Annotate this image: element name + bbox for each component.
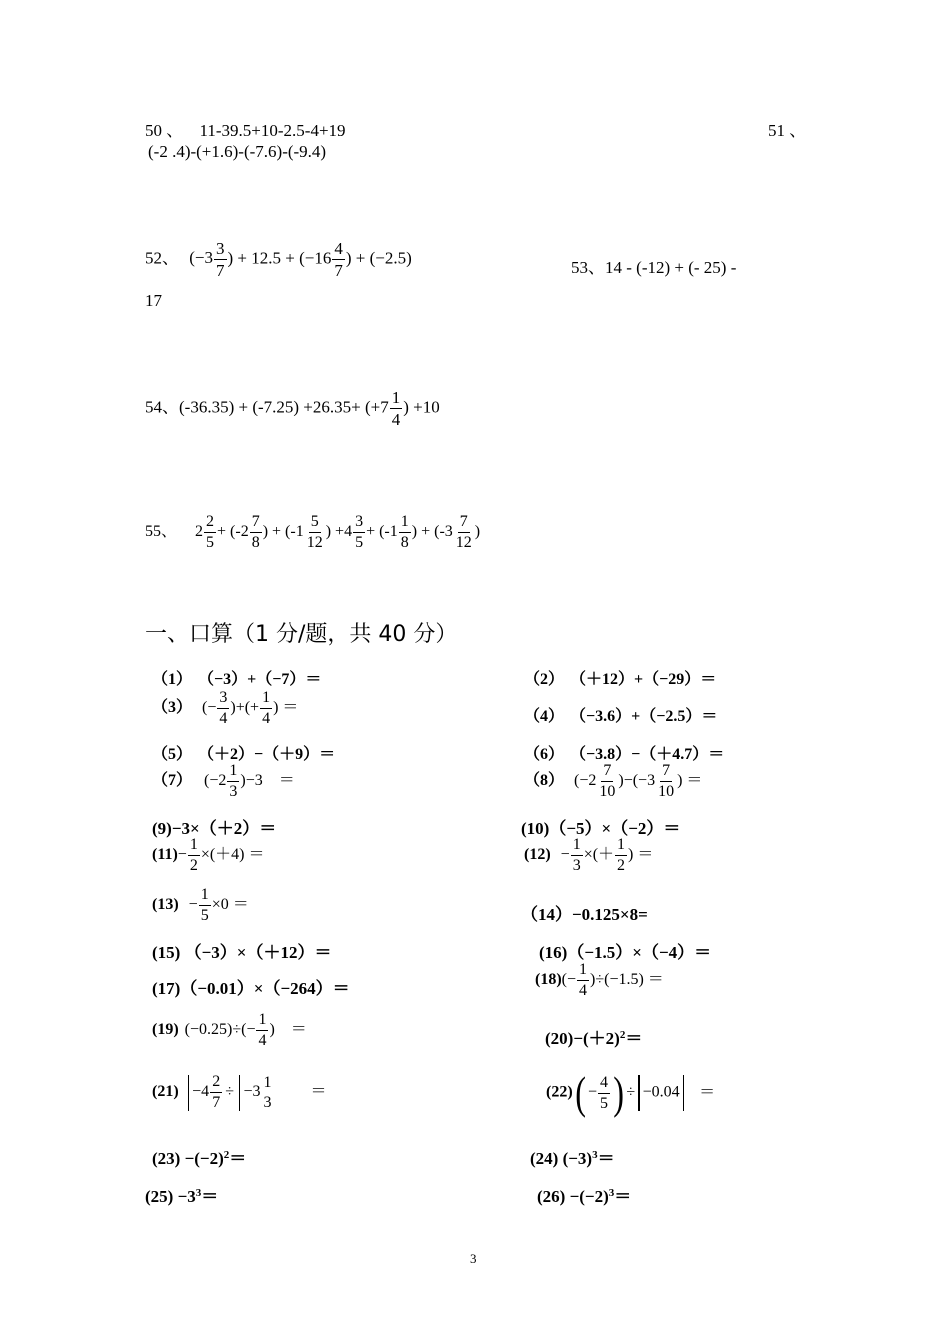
- exponent: 3: [195, 1187, 202, 1199]
- fraction: [250, 514, 262, 551]
- divide-sign: ÷: [626, 1083, 636, 1101]
- item-23: [152, 1144, 246, 1169]
- item-expression: （−3.6）+（−2.5）＝: [578, 708, 718, 725]
- item-expression: （＋12）+（−29）＝: [578, 671, 717, 688]
- item-part: −: [587, 1083, 598, 1101]
- denominator: 5: [200, 907, 209, 924]
- numerator: 1: [577, 962, 589, 981]
- numerator: 2: [210, 1074, 222, 1093]
- problem-53: [571, 253, 736, 278]
- item-label: （5）: [152, 746, 193, 763]
- problem-54-label: 54、: [145, 397, 179, 417]
- item-11: [152, 837, 265, 874]
- denominator: 3: [263, 1093, 272, 1111]
- numerator: 1: [263, 1073, 272, 1091]
- item-label: （2）: [524, 671, 565, 688]
- abs-bar-left: [239, 1075, 241, 1111]
- fraction: [260, 690, 272, 727]
- numerator: 4: [598, 1075, 610, 1094]
- item-9: (9)−3×（＋2）＝: [152, 819, 277, 838]
- item-10: (10)（−5）×（−2）＝: [521, 819, 681, 838]
- fraction: [262, 1075, 274, 1111]
- problem-51-label: 51 、: [768, 121, 807, 140]
- numerator: 7: [601, 763, 613, 782]
- problem-52-part-b: ) + 12.5 + (−16: [227, 248, 332, 268]
- denominator: 4: [258, 1032, 267, 1049]
- item-base: (23) −(−2): [152, 1149, 224, 1168]
- fraction: [199, 887, 211, 924]
- item-label: （7）: [152, 772, 193, 790]
- segment: ) + (-3: [411, 523, 453, 541]
- denominator: 3: [229, 783, 238, 800]
- problem-51-expression: (-2 .4)-(+1.6)-(-7.6)-(-9.4): [148, 142, 327, 161]
- denominator: 4: [262, 710, 271, 727]
- denominator: 4: [219, 710, 228, 727]
- item-part: )−3 ＝: [240, 772, 295, 790]
- numerator: 1: [199, 887, 211, 906]
- fraction: [188, 837, 200, 874]
- item-8: [524, 763, 702, 800]
- segment: ): [474, 523, 481, 541]
- problem-53-expression: 14 - (-12) + (- 25) -: [605, 258, 737, 277]
- item-part: ×(＋4) ＝: [200, 846, 265, 864]
- segment: ) + (-1: [262, 523, 304, 541]
- abs-bar-right: [683, 1075, 685, 1111]
- item-17: (17)（−0.01）×（−264）＝: [152, 979, 350, 998]
- numerator: 1: [188, 837, 200, 856]
- item-label: （8）: [524, 772, 565, 790]
- item-label: （4）: [524, 708, 565, 725]
- fraction: [214, 240, 227, 279]
- numerator: 5: [309, 514, 321, 533]
- denominator: 10: [599, 783, 616, 800]
- fraction: [454, 514, 474, 551]
- item-base: (25) −3: [145, 1187, 196, 1206]
- exponent: 3: [608, 1187, 615, 1199]
- fraction: [598, 1075, 610, 1112]
- numerator: 1: [615, 837, 627, 856]
- denominator: 12: [455, 534, 472, 551]
- numerator: 7: [458, 514, 470, 533]
- item-22: [546, 1067, 716, 1118]
- item-tail: ＝: [699, 1083, 716, 1101]
- item-25: [145, 1182, 218, 1207]
- item-expression: （−3）+（−7）＝: [206, 671, 322, 688]
- item-label: (19): [152, 1021, 179, 1039]
- denominator: 3: [572, 857, 581, 874]
- item-label: （6）: [524, 746, 565, 763]
- denominator: 8: [251, 534, 260, 551]
- item-label: (22): [546, 1083, 573, 1101]
- item-tail: ＝: [614, 1187, 632, 1206]
- fraction: [571, 837, 583, 874]
- fraction: [353, 514, 365, 551]
- numerator: 1: [391, 388, 401, 407]
- fraction: [227, 763, 239, 800]
- fraction: [210, 1074, 222, 1111]
- item-part: −3: [243, 1083, 261, 1101]
- exponent: 3: [592, 1149, 598, 1161]
- fraction: [656, 763, 676, 800]
- item-part: ×(＋: [583, 846, 615, 864]
- item-label: （3）: [152, 699, 193, 717]
- item-15: (15) （−3）×（＋12）＝: [152, 943, 332, 962]
- item-label: (13): [152, 896, 179, 914]
- item-12: [524, 837, 653, 874]
- item-tail: ＝: [310, 1083, 327, 1101]
- item-7: [152, 763, 295, 800]
- item-part: ) ＝: [273, 699, 299, 717]
- denominator: 7: [216, 261, 225, 280]
- page-number: 3: [470, 1251, 477, 1266]
- item-part: −0.04: [642, 1083, 680, 1101]
- exponent: 2: [223, 1149, 230, 1161]
- item-4: [524, 703, 717, 726]
- problem-55-label: 55、: [145, 523, 178, 541]
- item-part: ) ＝: [269, 1021, 307, 1039]
- segment: + (-2: [217, 523, 249, 541]
- numerator: 1: [256, 1012, 268, 1031]
- fraction: [332, 240, 345, 279]
- problem-52-label: 52、: [145, 248, 179, 268]
- denominator: 8: [400, 534, 409, 551]
- problem-55: [145, 514, 480, 551]
- fraction: [390, 389, 403, 428]
- fraction: [399, 514, 411, 551]
- numerator: 3: [217, 690, 229, 709]
- item-part: )÷(−1.5) ＝: [590, 971, 664, 989]
- numerator: 1: [571, 837, 583, 856]
- item-label: （1）: [152, 671, 193, 688]
- segment: + (-1: [366, 523, 398, 541]
- fraction: [204, 514, 216, 551]
- item-label: (11): [152, 846, 178, 864]
- problem-50-expression: 11-39.5+10-2.5-4+19: [199, 121, 346, 140]
- denominator: 7: [334, 261, 343, 280]
- item-tail: ＝: [201, 1187, 219, 1206]
- numerator: 7: [660, 763, 672, 782]
- item-21: [152, 1074, 327, 1111]
- exponent: 2: [619, 1029, 626, 1041]
- item-expression: （＋2）−（＋9）＝: [206, 746, 336, 763]
- numerator: 1: [227, 763, 239, 782]
- fraction: [217, 690, 229, 727]
- item-part: (−2: [204, 772, 227, 790]
- item-base: (24) (−3): [530, 1149, 593, 1168]
- item-base: (26) −(−2): [537, 1187, 609, 1206]
- item-base: (20)−(＋2): [545, 1029, 620, 1048]
- item-part: (−2: [574, 772, 597, 790]
- item-18: [535, 962, 664, 999]
- problem-53-label: 53、: [571, 258, 605, 277]
- divide-sign: ÷: [225, 1083, 234, 1101]
- item-tail: ＝: [625, 1029, 643, 1048]
- numerator: 7: [250, 514, 262, 533]
- fraction: [577, 962, 589, 999]
- item-part: (−: [202, 699, 217, 717]
- numerator: 4: [334, 239, 343, 258]
- fraction: [597, 763, 617, 800]
- denominator: 10: [658, 783, 675, 800]
- item-2: [524, 666, 716, 689]
- abs-bar-left: [188, 1075, 190, 1111]
- fraction: [305, 514, 325, 551]
- item-3: [152, 690, 298, 727]
- item-13: [152, 887, 249, 924]
- item-5: [152, 741, 335, 764]
- problem-50-label: 50 、: [145, 121, 184, 140]
- numerator: 1: [399, 514, 411, 533]
- denominator: 4: [579, 982, 588, 999]
- problem-52: [145, 240, 412, 279]
- item-tail: ＝: [597, 1149, 615, 1168]
- item-part: −4: [192, 1083, 210, 1101]
- denominator: 5: [206, 534, 215, 551]
- item-part: ) ＝: [677, 772, 703, 790]
- whole: 2: [195, 523, 204, 541]
- item-tail: ＝: [229, 1149, 247, 1168]
- item-part: )+(+: [230, 699, 260, 717]
- fraction: [256, 1012, 268, 1049]
- numerator: 3: [353, 514, 365, 533]
- problem-50: [145, 116, 346, 141]
- denominator: 7: [212, 1094, 221, 1111]
- item-part: −: [188, 896, 198, 914]
- item-1: [152, 666, 321, 689]
- item-20: [545, 1024, 642, 1049]
- item-6: [524, 741, 724, 764]
- item-part: ) ＝: [628, 846, 654, 864]
- item-expression: （−3.8）−（＋4.7）＝: [578, 746, 725, 763]
- segment: ) +4: [325, 523, 353, 541]
- denominator: 2: [617, 857, 626, 874]
- big-left-paren: (: [574, 1067, 586, 1118]
- problem-54-part-b: ) +10: [403, 397, 440, 417]
- denominator: 5: [355, 534, 364, 551]
- item-16: (16)（−1.5）×（−4）＝: [539, 943, 712, 962]
- item-label: (21): [152, 1083, 179, 1101]
- item-label: (18): [535, 971, 562, 989]
- denominator: 4: [391, 410, 401, 429]
- problem-54: [145, 389, 440, 428]
- section-title: 一、口算（1 分/题，共 40 分）: [145, 622, 458, 647]
- problem-52-part-c: ) + (−2.5): [345, 248, 412, 268]
- item-part: (−0.25)÷(−: [184, 1021, 256, 1039]
- item-label: (12): [524, 846, 551, 864]
- big-right-paren: ): [613, 1067, 625, 1118]
- denominator: 2: [189, 857, 198, 874]
- item-26: [537, 1182, 631, 1207]
- item-part: )−(−3: [618, 772, 656, 790]
- abs-bar-left: [638, 1075, 640, 1111]
- numerator: 1: [260, 690, 272, 709]
- numerator: 3: [216, 239, 225, 258]
- denominator: 5: [600, 1094, 609, 1112]
- denominator: 12: [306, 534, 323, 551]
- item-24: [530, 1144, 615, 1169]
- item-part: ×0 ＝: [211, 896, 249, 914]
- item-part: −: [177, 846, 187, 864]
- problem-54-part-a: (-36.35) + (-7.25) +26.35+ (+7: [179, 397, 389, 417]
- item-19: [152, 1012, 307, 1049]
- item-14: （14）−0.125×8=: [521, 905, 648, 924]
- numerator: 2: [204, 514, 216, 533]
- item-part: (−: [561, 971, 577, 989]
- problem-52-part-a: (−3: [189, 248, 213, 268]
- fraction: [615, 837, 627, 874]
- item-part: −: [560, 846, 570, 864]
- problem-53-continuation: 17: [145, 291, 162, 310]
